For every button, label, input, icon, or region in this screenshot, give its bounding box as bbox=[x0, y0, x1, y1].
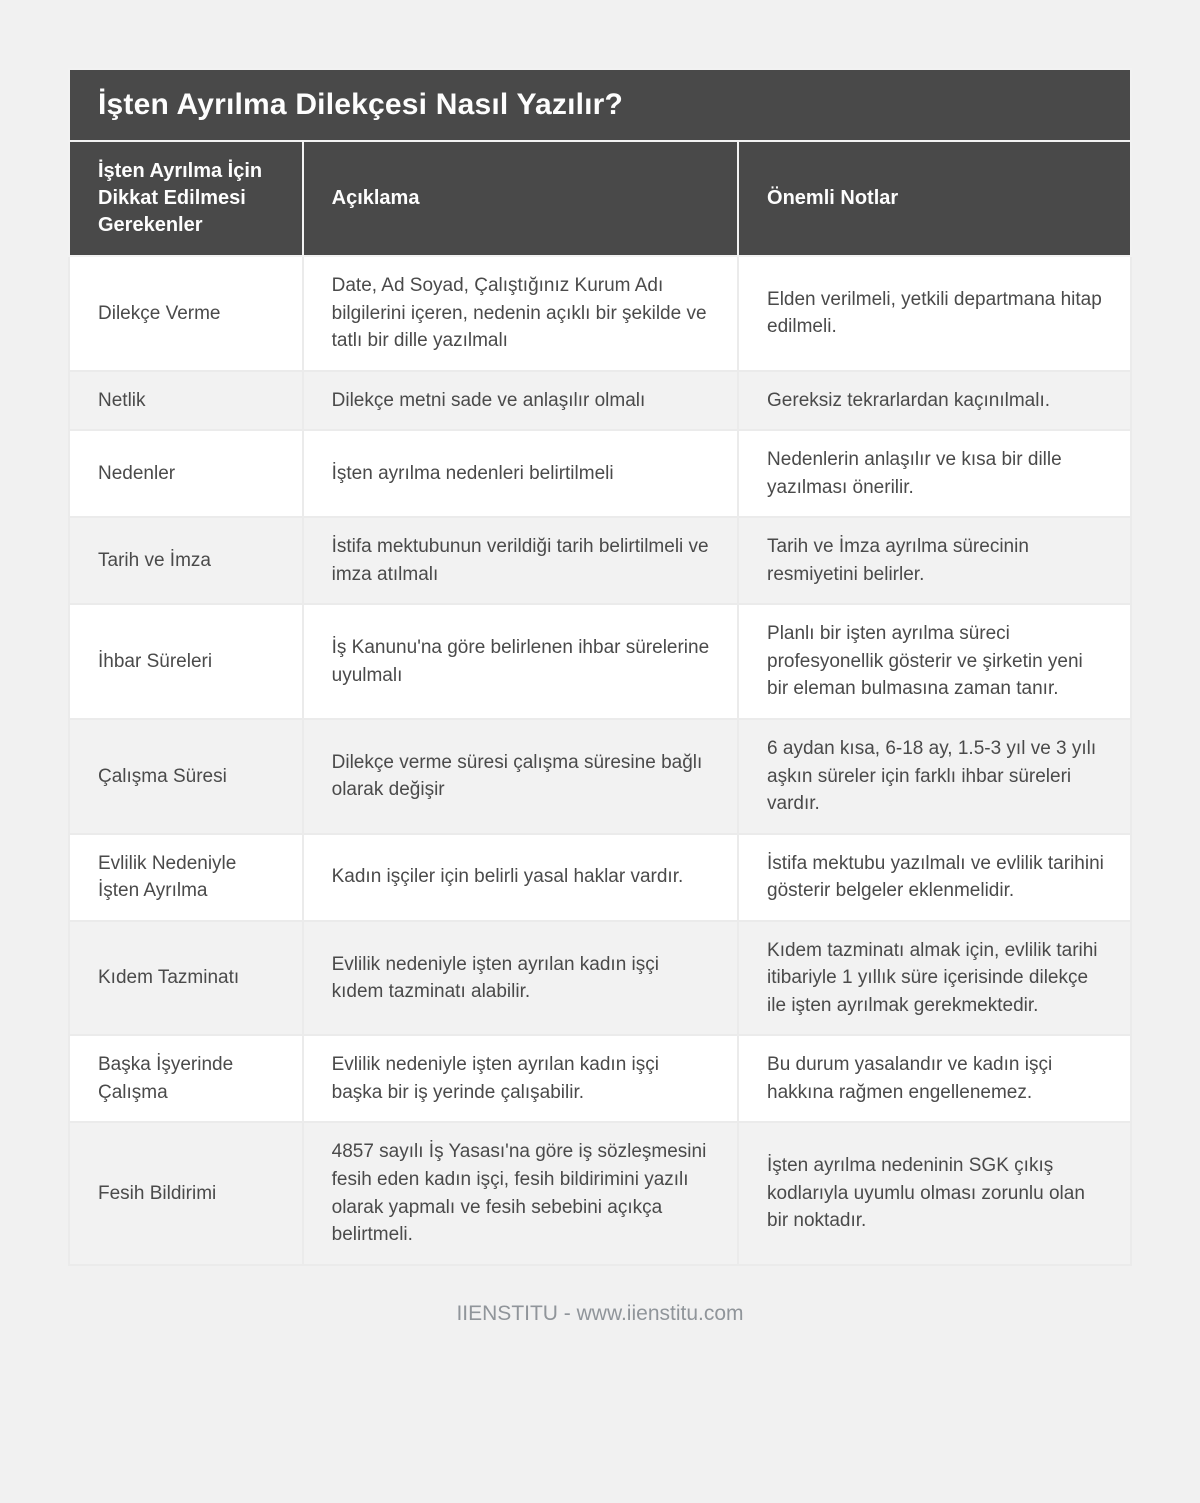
table-row bbox=[69, 834, 1131, 921]
table-row bbox=[69, 517, 1131, 604]
document-card bbox=[68, 68, 1132, 1266]
cell-topic: Netlik bbox=[69, 371, 303, 431]
column-header-description: Açıklama bbox=[303, 141, 738, 256]
table-row bbox=[69, 1035, 1131, 1122]
table-row bbox=[69, 430, 1131, 517]
table-body bbox=[69, 256, 1131, 1265]
cell-topic: Evlilik Nedeniyle İşten Ayrılma bbox=[69, 834, 303, 921]
column-header-topic: İşten Ayrılma İçin Dikkat Edilmesi Gerekenler bbox=[69, 141, 303, 256]
cell-notes: Kıdem tazminatı almak için, evlilik tarihi itibariyle 1 yıllık süre içerisinde dilekçe ile işten ayrılmak gerekmektedir. bbox=[738, 921, 1131, 1036]
cell-topic: Kıdem Tazminatı bbox=[69, 921, 303, 1036]
footer-credit: IIENSTITU - www.iienstitu.com bbox=[456, 1301, 744, 1325]
cell-topic: Fesih Bildirimi bbox=[69, 1122, 303, 1264]
cell-description: Evlilik nedeniyle işten ayrılan kadın işçi başka bir iş yerinde çalışabilir. bbox=[303, 1035, 738, 1122]
cell-notes: Planlı bir işten ayrılma süreci profesyonellik gösterir ve şirketin yeni bir eleman bulmasına zaman tanır. bbox=[738, 604, 1131, 719]
cell-topic: Nedenler bbox=[69, 430, 303, 517]
cell-topic: Başka İşyerinde Çalışma bbox=[69, 1035, 303, 1122]
cell-description: İşten ayrılma nedenleri belirtilmeli bbox=[303, 430, 738, 517]
table-row bbox=[69, 604, 1131, 719]
table-header bbox=[69, 141, 1131, 256]
cell-description: Date, Ad Soyad, Çalıştığınız Kurum Adı bilgilerini içeren, nedenin açıklı bir şekilde ve tatlı bir dille yazılmalı bbox=[303, 256, 738, 371]
cell-topic: Dilekçe Verme bbox=[69, 256, 303, 371]
table-header-row bbox=[69, 141, 1131, 256]
table-row bbox=[69, 1122, 1131, 1264]
cell-notes: Tarih ve İmza ayrılma sürecinin resmiyetini belirler. bbox=[738, 517, 1131, 604]
cell-topic: Tarih ve İmza bbox=[69, 517, 303, 604]
cell-description: 4857 sayılı İş Yasası'na göre iş sözleşmesini fesih eden kadın işçi, fesih bildirimini yazılı olarak yapmalı ve fesih sebebini açıkça belirtmeli. bbox=[303, 1122, 738, 1264]
cell-topic: Çalışma Süresi bbox=[69, 719, 303, 834]
table-row bbox=[69, 921, 1131, 1036]
cell-notes: Bu durum yasalandır ve kadın işçi hakkına rağmen engellenemez. bbox=[738, 1035, 1131, 1122]
table-row bbox=[69, 371, 1131, 431]
cell-notes: 6 aydan kısa, 6-18 ay, 1.5-3 yıl ve 3 yılı aşkın süreler için farklı ihbar süreleri vardır. bbox=[738, 719, 1131, 834]
page-title: İşten Ayrılma Dilekçesi Nasıl Yazılır? bbox=[68, 68, 1132, 140]
cell-description: Evlilik nedeniyle işten ayrılan kadın işçi kıdem tazminatı alabilir. bbox=[303, 921, 738, 1036]
cell-notes: Gereksiz tekrarlardan kaçınılmalı. bbox=[738, 371, 1131, 431]
cell-description: Kadın işçiler için belirli yasal haklar vardır. bbox=[303, 834, 738, 921]
table-row bbox=[69, 256, 1131, 371]
cell-description: Dilekçe metni sade ve anlaşılır olmalı bbox=[303, 371, 738, 431]
cell-notes: İstifa mektubu yazılmalı ve evlilik tarihini gösterir belgeler eklenmelidir. bbox=[738, 834, 1131, 921]
cell-description: İş Kanunu'na göre belirlenen ihbar sürelerine uyulmalı bbox=[303, 604, 738, 719]
table-row bbox=[69, 719, 1131, 834]
cell-notes: İşten ayrılma nedeninin SGK çıkış kodlarıyla uyumlu olması zorunlu olan bir noktadır. bbox=[738, 1122, 1131, 1264]
cell-description: İstifa mektubunun verildiği tarih belirtilmeli ve imza atılmalı bbox=[303, 517, 738, 604]
cell-description: Dilekçe verme süresi çalışma süresine bağlı olarak değişir bbox=[303, 719, 738, 834]
cell-notes: Nedenlerin anlaşılır ve kısa bir dille yazılması önerilir. bbox=[738, 430, 1131, 517]
cell-notes: Elden verilmeli, yetkili departmana hitap edilmeli. bbox=[738, 256, 1131, 371]
cell-topic: İhbar Süreleri bbox=[69, 604, 303, 719]
resignation-guide-table bbox=[68, 140, 1132, 1266]
column-header-notes: Önemli Notlar bbox=[738, 141, 1131, 256]
